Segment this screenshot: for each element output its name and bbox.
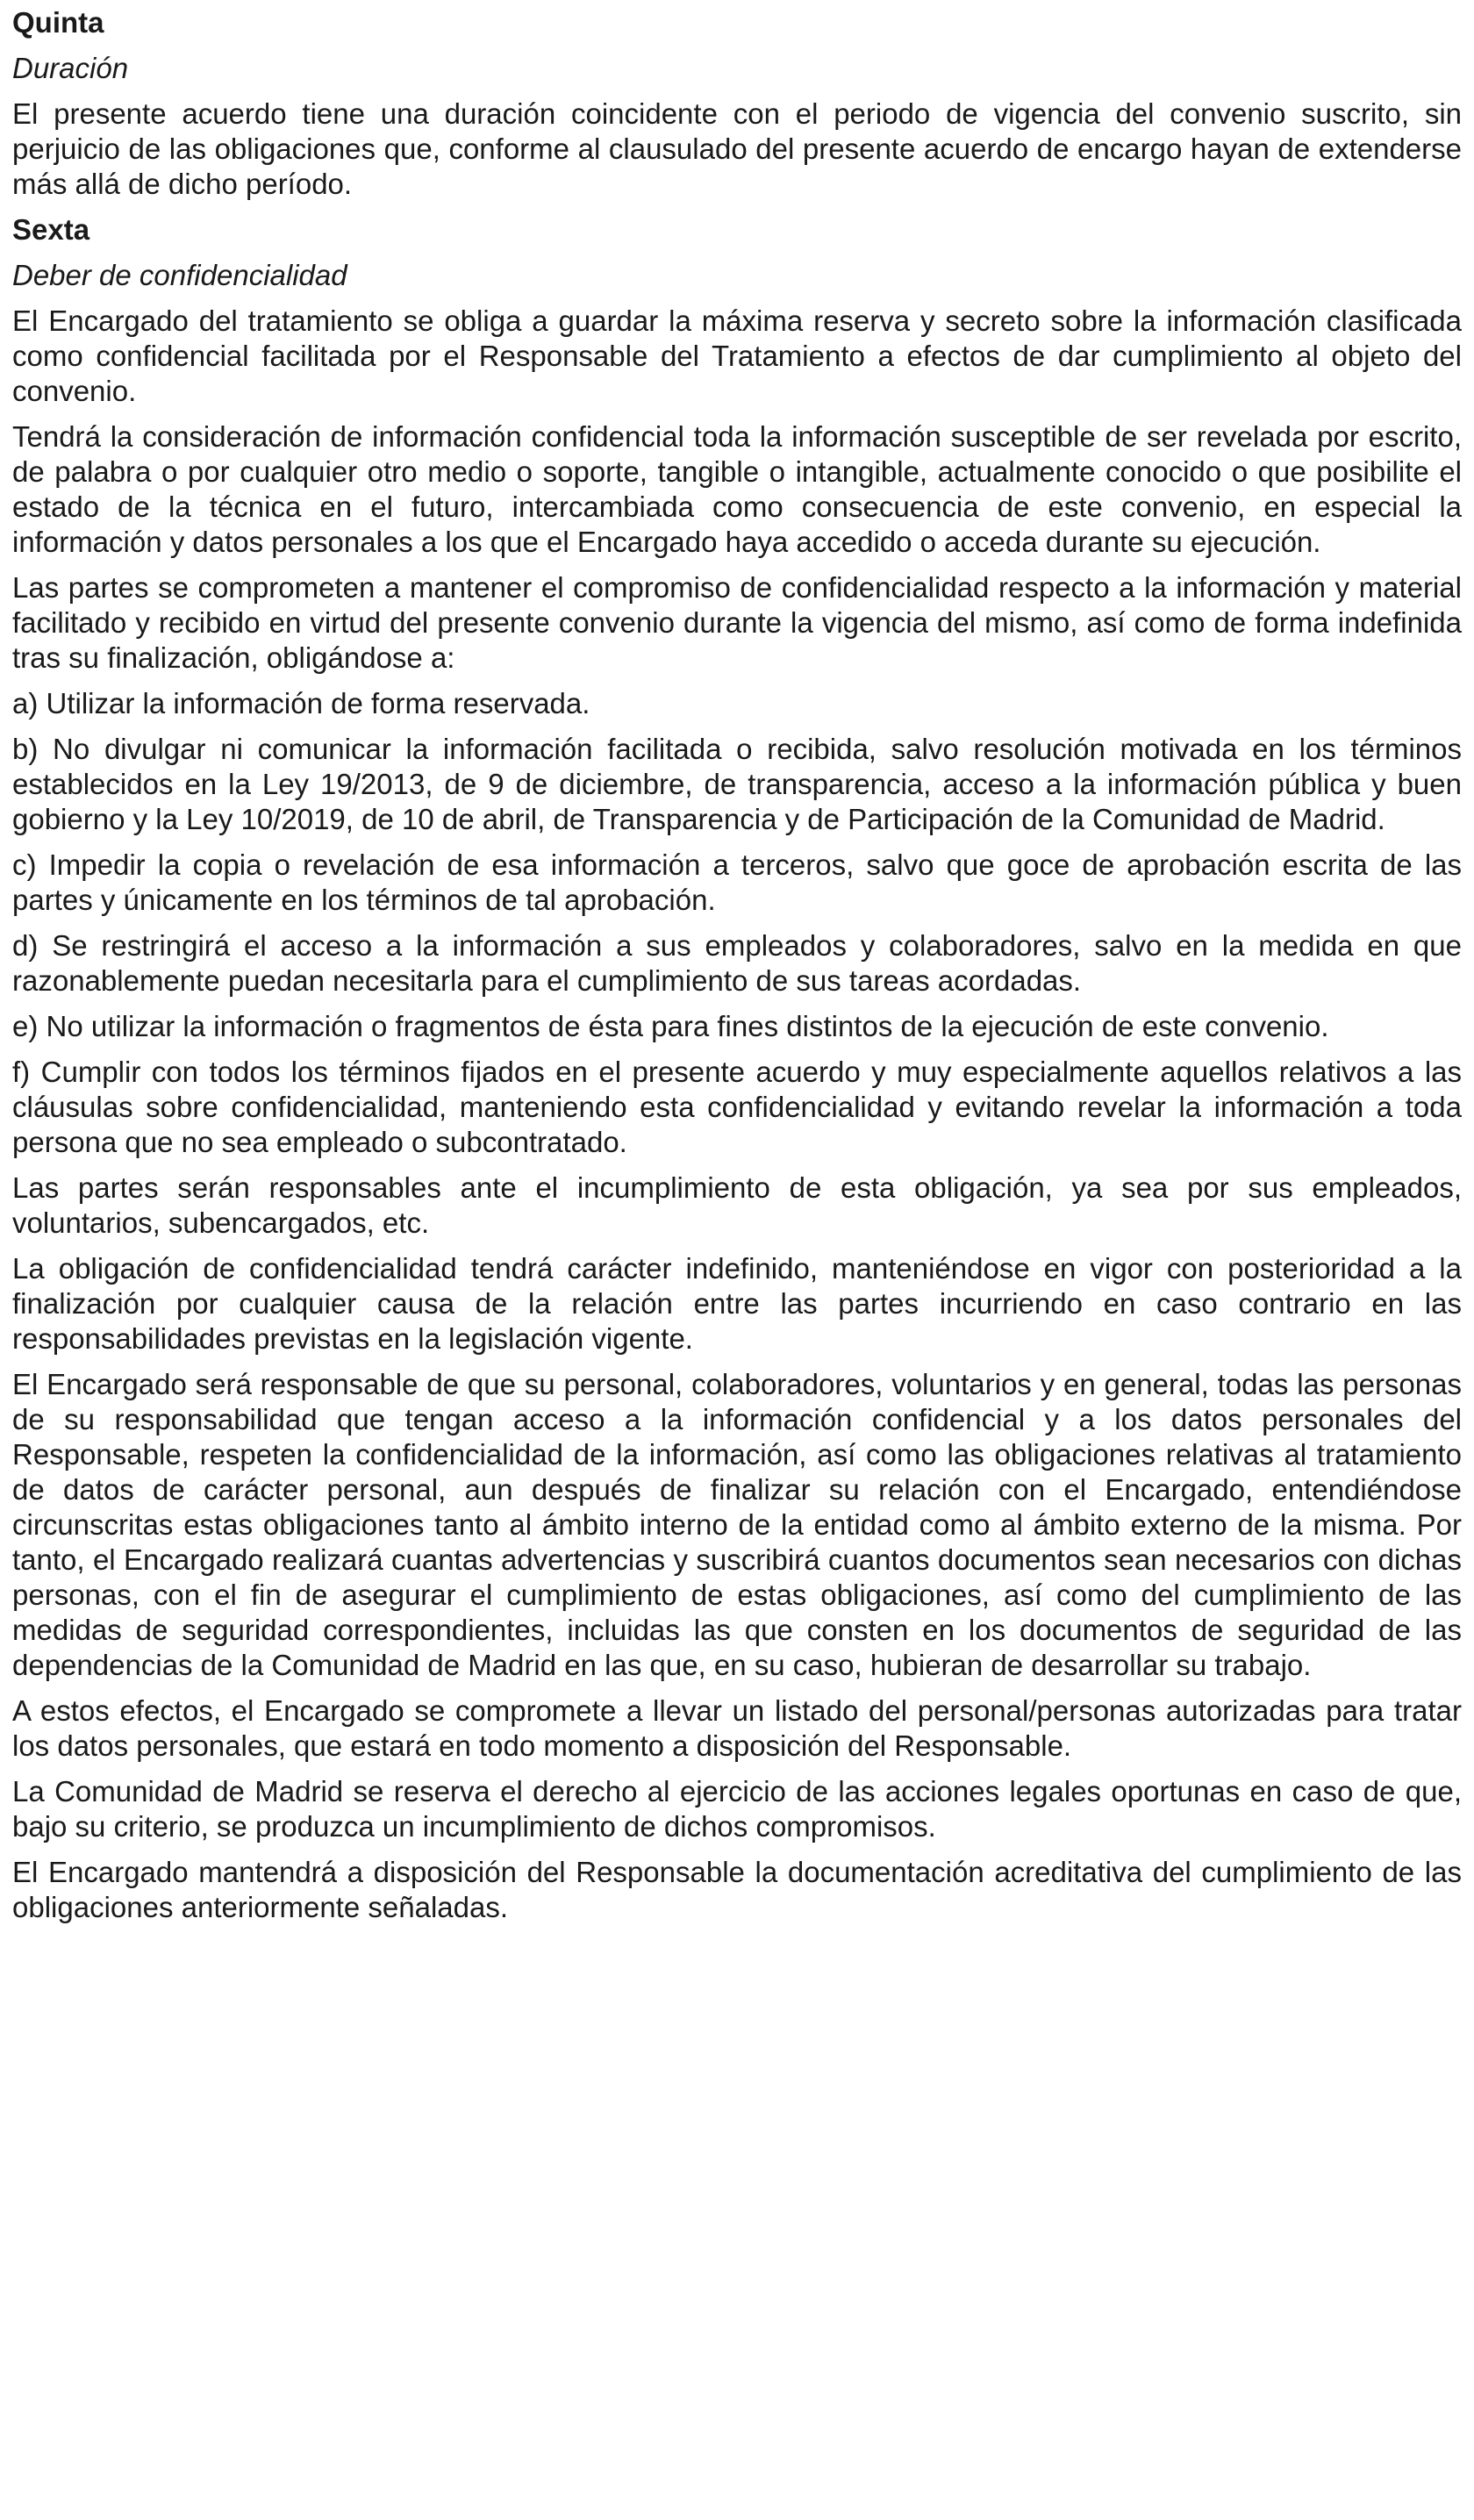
paragraph: Las partes serán responsables ante el incumplimiento de esta obligación, ya sea por sus empleados, voluntarios, subencargados, etc. [12,1171,1462,1239]
paragraph: A estos efectos, el Encargado se compromete a llevar un listado del personal/personas autorizadas para tratar los datos personales, que estará en todo momento a disposición del Responsable. [12,1694,1462,1762]
document-page [12,5,1462,1936]
list-item: c) Impedir la copia o revelación de esa información a terceros, salvo que goce de aprobación escrita de las partes y únicamente en los términos de tal aprobación. [12,848,1462,916]
paragraph: Las partes se comprometen a mantener el compromiso de confidencialidad respecto a la información y material facilitado y recibido en virtud del presente convenio durante la vigencia del mismo, así como de forma indefinida tras su finalización, obligándose a: [12,571,1462,674]
list-item: a) Utilizar la información de forma reservada. [12,687,590,719]
paragraph: El Encargado será responsable de que su personal, colaboradores, voluntarios y en general, todas las personas de su responsabilidad que tengan acceso a la información confidencial y a los datos personales del Responsable, respeten la confidencialidad de la información, así como las obligaciones relativas al tratamiento de datos de carácter personal, aun después de finalizar su relación con el Encargado, entendiéndose circunscritas estas obligaciones tanto al ámbito interno de la entidad como al ámbito externo de la misma. Por tanto, el Encargado realizará cuantas advertencias y suscribirá cuantos documentos sean necesarios con dichas personas, con el fin de asegurar el cumplimiento de estas obligaciones, así como del cumplimiento de las medidas de seguridad correspondientes, incluidas las que consten en los documentos de seguridad de las dependencias de la Comunidad de Madrid en las que, en su caso, hubieran de desarrollar su trabajo. [12,1368,1462,1681]
paragraph: El presente acuerdo tiene una duración coincidente con el periodo de vigencia del convenio suscrito, sin perjuicio de las obligaciones que, conforme al clausulado del presente acuerdo de encargo hayan de extenderse más allá de dicho período. [12,97,1462,200]
list-item: d) Se restringirá el acceso a la información a sus empleados y colaboradores, salvo en la medida en que razonablemente puedan necesitarla para el cumplimiento de sus tareas acordadas. [12,929,1462,997]
clause-subtitle: Duración [12,52,129,84]
paragraph: La Comunidad de Madrid se reserva el derecho al ejercicio de las acciones legales oportunas en caso de que, bajo su criterio, se produzca un incumplimiento de dichos compromisos. [12,1775,1462,1843]
clause-title: Sexta [12,213,90,246]
paragraph: La obligación de confidencialidad tendrá carácter indefinido, manteniéndose en vigor con posterioridad a la finalización por cualquier causa de la relación entre las partes incurriendo en caso contrario en las responsabilidades previstas en la legislación vigente. [12,1252,1462,1355]
paragraph: Tendrá la consideración de información confidencial toda la información susceptible de ser revelada por escrito, de palabra o por cualquier otro medio o soporte, tangible o intangible, actualmente conocido o que posibilite el estado de la técnica en el futuro, intercambiada como consecuencia de este convenio, en especial la información y datos personales a los que el Encargado haya accedido o acceda durante su ejecución. [12,420,1462,558]
clause-quinta [12,5,1462,202]
list-item: e) No utilizar la información o fragmentos de ésta para fines distintos de la ejecución de este convenio. [12,1010,1329,1042]
list-item: f) Cumplir con todos los términos fijados en el presente acuerdo y muy especialmente aquellos relativos a las cláusulas sobre confidencialidad, manteniendo esta confidencialidad y evitando revelar la información a toda persona que no sea empleado o subcontratado. [12,1056,1462,1158]
paragraph: El Encargado mantendrá a disposición del Responsable la documentación acreditativa del cumplimiento de las obligaciones anteriormente señaladas. [12,1856,1462,1923]
list-item: b) No divulgar ni comunicar la información facilitada o recibida, salvo resolución motivada en los términos establecidos en la Ley 19/2013, de 9 de diciembre, de transparencia, acceso a la información pública y buen gobierno y la Ley 10/2019, de 10 de abril, de Transparencia y de Participación de la Comunidad de Madrid. [12,733,1462,835]
paragraph: El Encargado del tratamiento se obliga a guardar la máxima reserva y secreto sobre la información clasificada como confidencial facilitada por el Responsable del Tratamiento a efectos de dar cumplimiento al objeto del convenio. [12,304,1462,407]
clause-title: Quinta [12,6,104,39]
clause-sexta [12,212,1462,1925]
clause-subtitle: Deber de confidencialidad [12,259,347,291]
